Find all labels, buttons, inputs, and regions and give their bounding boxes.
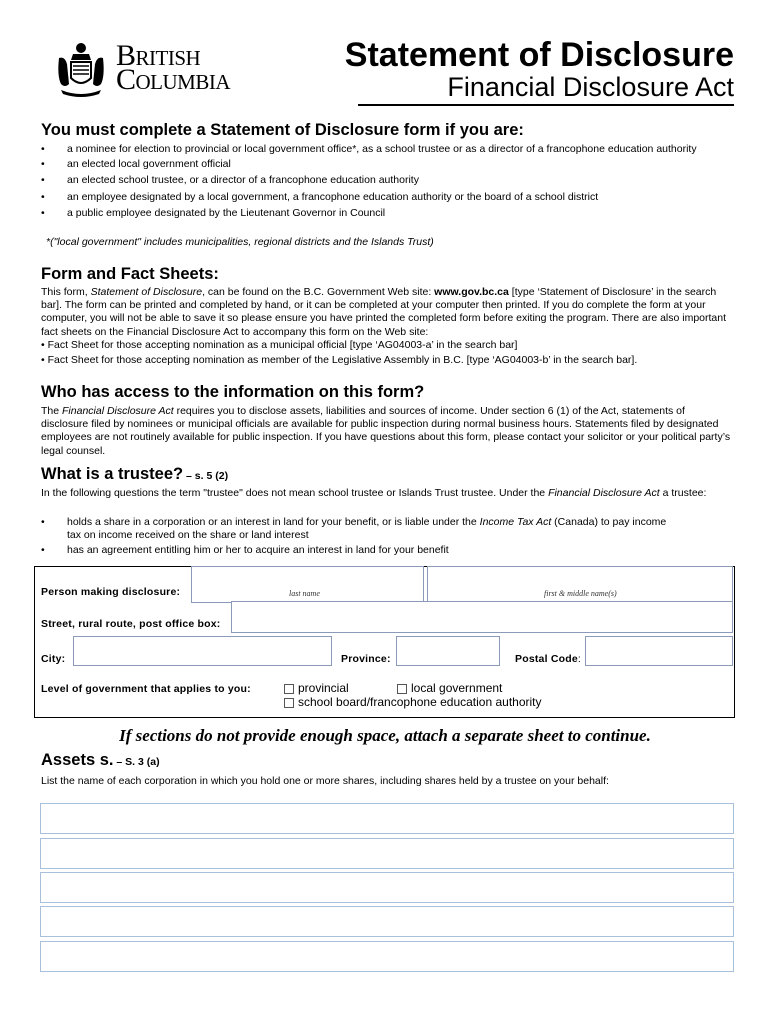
first-name-hint: first & middle name(s)	[544, 589, 617, 598]
last-name-field[interactable]	[191, 566, 424, 603]
continuation-notice: If sections do not provide enough space, attach a separate sheet to continue.	[119, 726, 651, 745]
asset-entry-field[interactable]	[40, 803, 734, 834]
school-board-checkbox[interactable]	[284, 698, 294, 708]
list-item: • holds a share in a corporation or an interest in land for your benefit, or is liable under the Income Tax Act (Canada) to pay income tax on income received on the share or land interest	[41, 516, 681, 542]
eligibility-heading: You must complete a Statement of Disclosure form if you are:	[41, 121, 524, 139]
assets-heading: Assets s. – S. 3 (a)	[41, 751, 160, 769]
asset-entry-field[interactable]	[40, 906, 734, 937]
option-school-board[interactable]	[284, 695, 542, 709]
city-field[interactable]	[73, 636, 332, 666]
logo-line-2: Columbia	[116, 63, 231, 96]
asset-entry-field[interactable]	[40, 872, 734, 903]
local-government-footnote: *("local government" includes municipalities, regional districts and the Islands Trust)	[46, 236, 434, 248]
logo-line-1: British	[116, 39, 201, 72]
postal-code-label: Postal Code:	[515, 653, 582, 665]
street-field[interactable]	[231, 601, 733, 633]
assets-instruction: List the name of each corporation in which you hold one or more shares, including shares held by a trustee on your behalf:	[41, 775, 609, 787]
list-item: • a public employee designated by the Lieutenant Governor in Council	[41, 207, 711, 220]
fact-sheets-heading: Form and Fact Sheets:	[41, 265, 219, 283]
fact-sheet-item: • Fact Sheet for those accepting nomination as a municipal official [type ‘AG04003-a’ in the search bar]	[41, 338, 518, 351]
list-item: • an elected local government official	[41, 158, 711, 171]
postal-code-field[interactable]	[585, 636, 733, 666]
access-heading: Who has access to the information on this form?	[41, 383, 425, 401]
school-board-label: school board/francophone education authority	[298, 695, 542, 709]
option-local-government[interactable]	[397, 681, 502, 695]
trustee-heading: What is a trustee? – s. 5 (2)	[41, 465, 229, 483]
list-item: • a nominee for election to provincial or local government office*, as a school trustee or as a director of a francophone education authority	[41, 143, 711, 156]
city-label: City:	[41, 653, 66, 665]
provincial-label: provincial	[298, 681, 349, 695]
person-label: Person making disclosure:	[41, 586, 181, 598]
list-item: • an elected school trustee, or a director of a francophone education authority	[41, 174, 711, 187]
bc-wordmark	[116, 39, 231, 96]
first-name-field[interactable]	[427, 566, 733, 603]
trustee-list	[41, 516, 681, 558]
fact-sheets-paragraph: This form, Statement of Disclosure, can be found on the B.C. Government Web site: www.gov.bc.ca [type ‘Statement of Disclosure’ in the search bar]. The form can be printed and completed by hand, or it can be completed at your computer then printed. If you do complete the form at your computer, you will not be able to save it so please ensure you have printed the completed form before exiting the program. There are also important fact sheets on the Financial Disclosure Act to accompany this form on the Web site: • Fact Sheet for those accepting nomination as a municipal official [type ‘AG04003-a’ in the search bar] • Fact Sheet for those accepting nomination as member of the Legislative Assembly in B.C. [type ‘AG04003-b’ in the search bar].	[41, 286, 731, 367]
last-name-hint: last name	[289, 589, 320, 598]
trustee-intro: In the following questions the term "trustee" does not mean school trustee or Islands Trust trustee. Under the Financial Disclosure Act a trustee:	[41, 487, 707, 499]
website-link[interactable]: www.gov.bc.ca	[434, 286, 509, 298]
local-government-checkbox[interactable]	[397, 684, 407, 694]
list-item: • an employee designated by a local government, a francophone education authority or the board of a school district	[41, 191, 711, 204]
asset-entry-field[interactable]	[40, 838, 734, 869]
local-government-label: local government	[411, 681, 503, 695]
page-subtitle: Financial Disclosure Act	[447, 72, 734, 102]
coat-of-arms-icon	[55, 40, 107, 98]
province-label: Province:	[341, 653, 391, 665]
eligibility-list	[41, 143, 711, 220]
provincial-checkbox[interactable]	[284, 684, 294, 694]
level-label: Level of government that applies to you:	[41, 683, 251, 695]
fact-sheet-item: • Fact Sheet for those accepting nomination as member of the Legislative Assembly in B.C. [type ‘AG04003-b’ in the search bar].	[41, 354, 638, 367]
list-item: • has an agreement entitling him or her to acquire an interest in land for your benefit	[41, 544, 681, 557]
page-title: Statement of Disclosure	[344, 36, 734, 74]
street-label: Street, rural route, post office box:	[41, 618, 221, 630]
title-divider	[358, 104, 734, 106]
access-paragraph: The Financial Disclosure Act requires you to disclose assets, liabilities and sources of income. Under section 6 (1) of the Act, statements of disclosure filed by nominees or municipal officials are available for public inspection during normal business hours. Statements filed by designated employees are not routinely available for public inspection. If you have questions about this form, please contact your solicitor or your political party’s legal counsel.	[41, 405, 731, 457]
option-provincial[interactable]	[284, 681, 349, 695]
province-field[interactable]	[396, 636, 500, 666]
asset-entry-field[interactable]	[40, 941, 734, 972]
